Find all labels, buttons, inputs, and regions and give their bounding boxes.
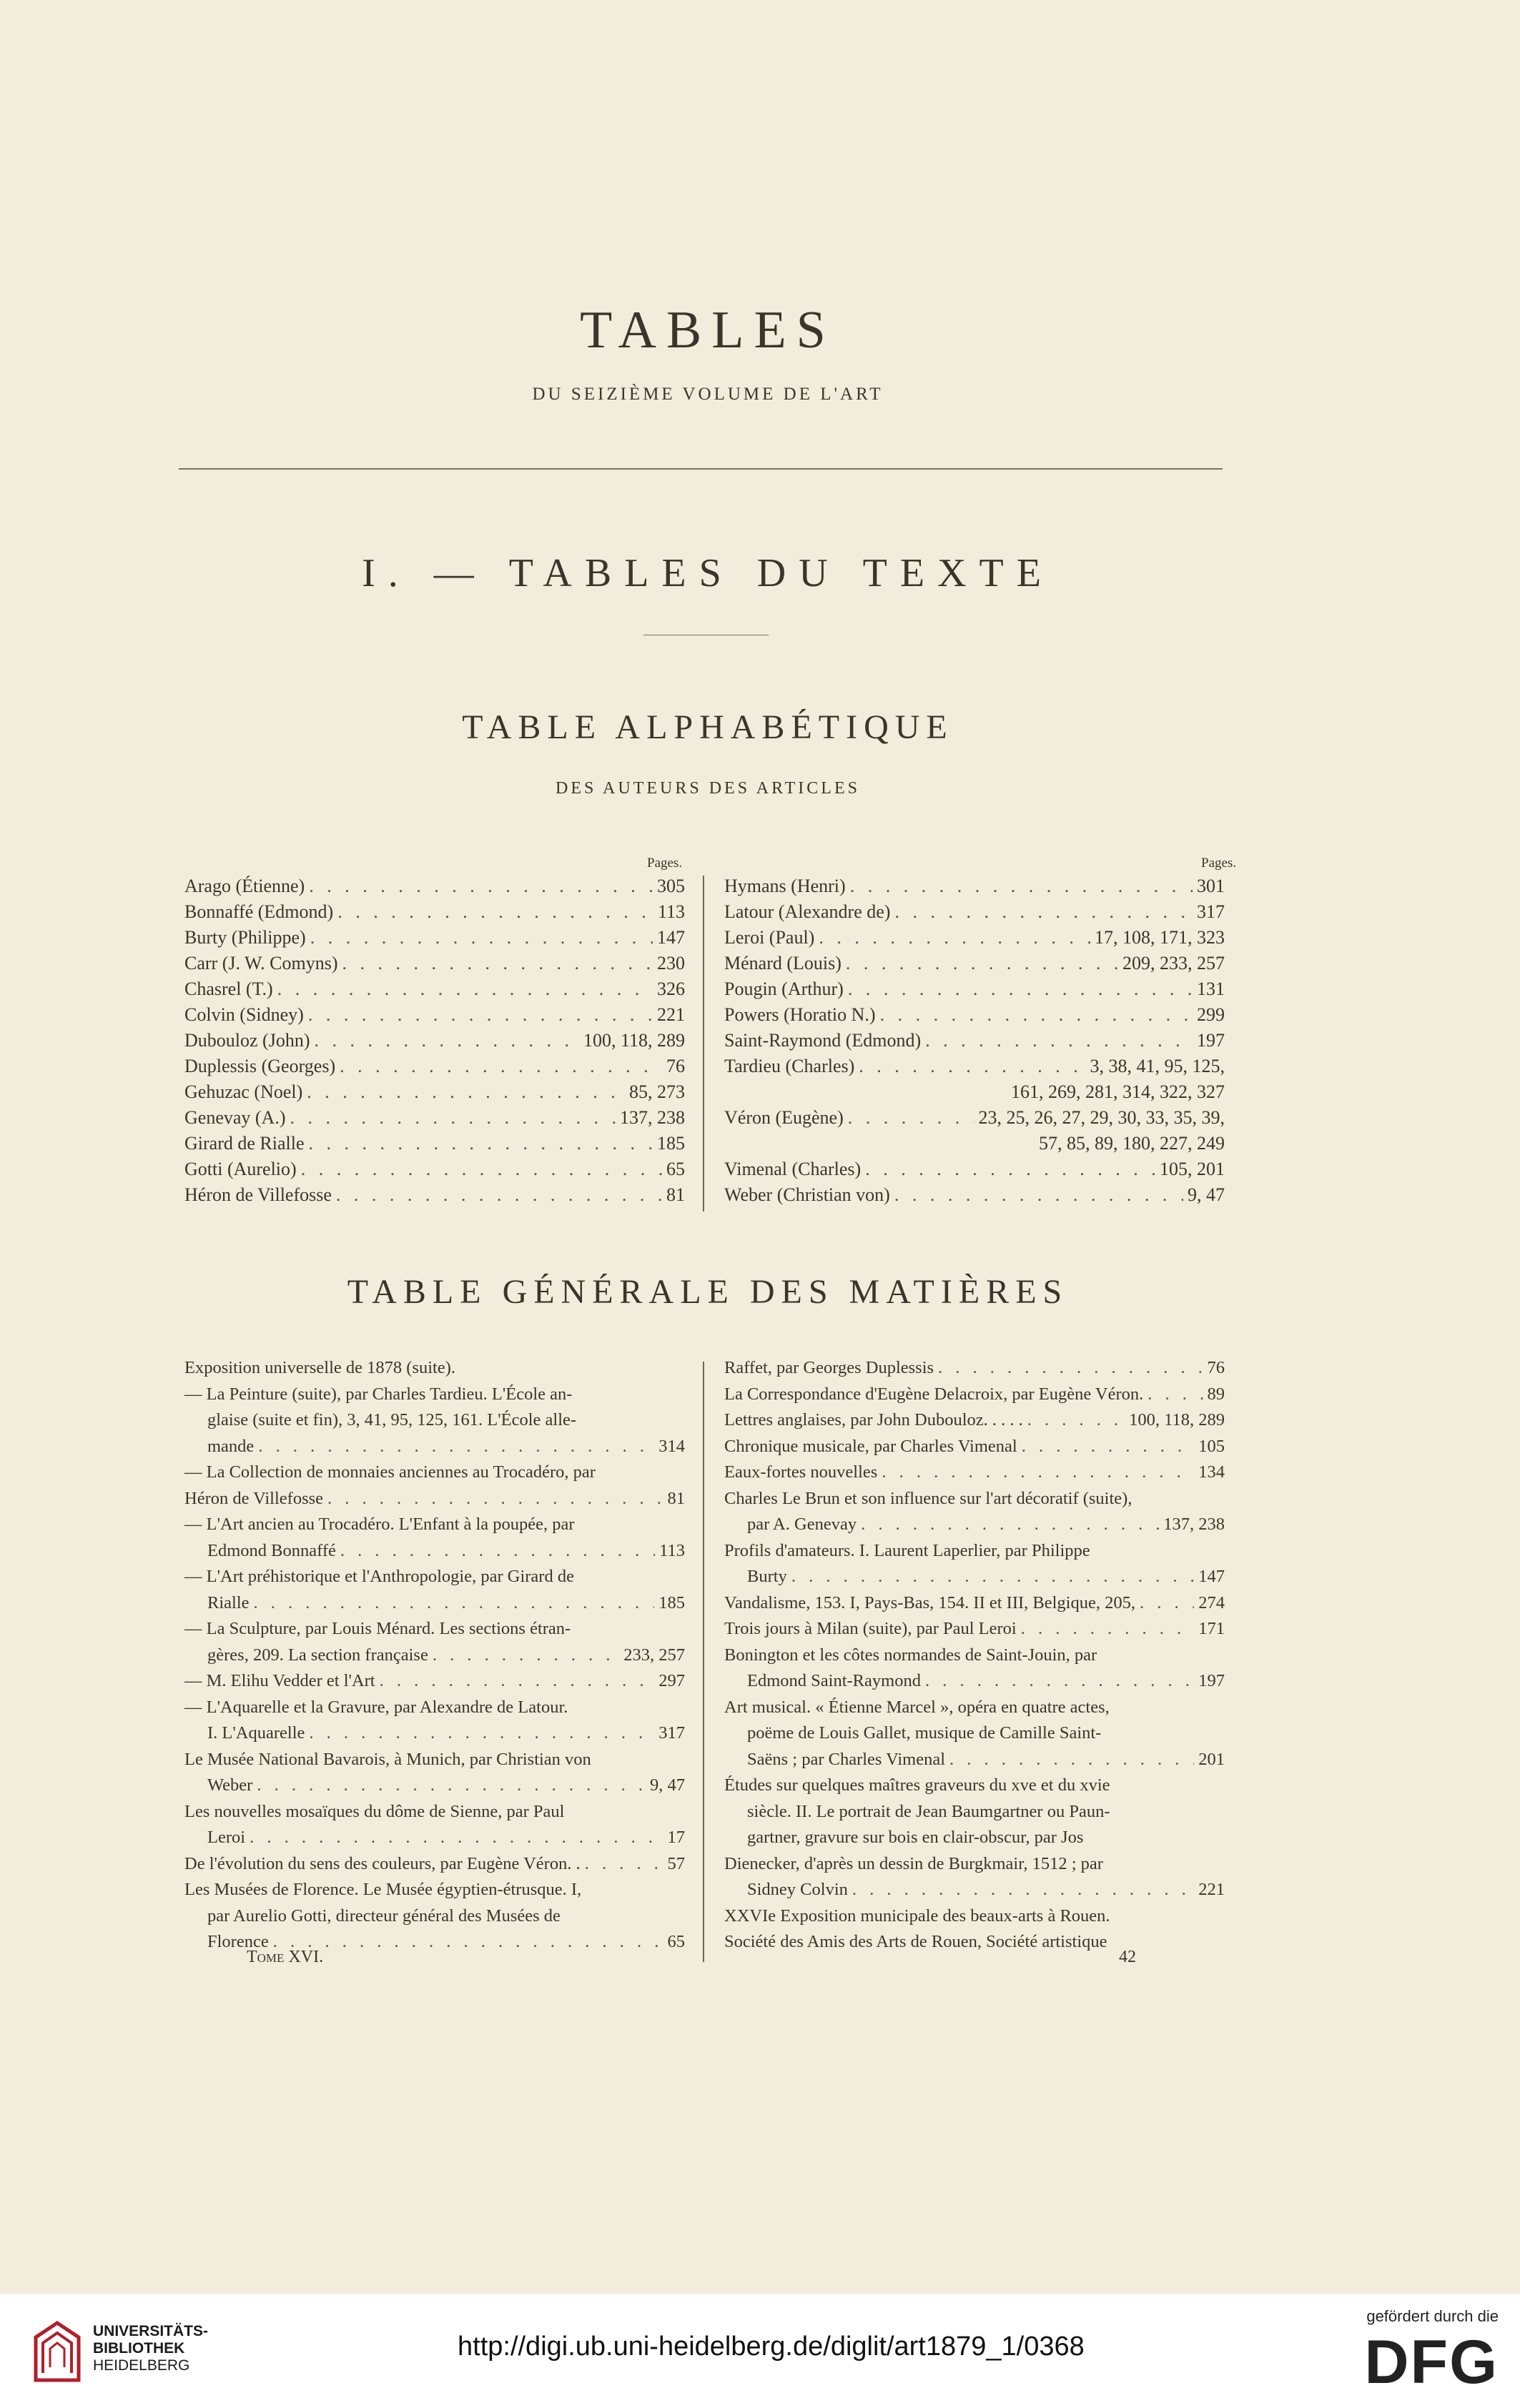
matiere-line [724, 1932, 1225, 1959]
matiere-text: XXVIe Exposition municipale des beaux-arts à Rouen. [724, 1906, 1110, 1926]
leader-dots [340, 1056, 662, 1077]
author-entry [724, 1004, 1225, 1030]
matiere-text: Rialle [207, 1592, 250, 1612]
leader-dots [309, 1133, 653, 1154]
author-name: Latour (Alexandre de) [724, 901, 891, 922]
matiere-text: gères, 209. La section française [207, 1645, 428, 1665]
author-pages: 3, 38, 41, 95, 125, [1090, 1056, 1225, 1076]
matiere-text: mande [207, 1436, 255, 1456]
matiere-pages: 221 [1198, 1880, 1225, 1899]
matiere-pages: 100, 118, 289 [1129, 1410, 1225, 1430]
matiere-line [184, 1437, 685, 1464]
matiere-text: — L'Art ancien au Trocadéro. L'Enfant à la poupée, par [184, 1515, 575, 1534]
author-entry [184, 978, 685, 1004]
matiere-line [724, 1723, 1225, 1750]
leader-dots [309, 1723, 654, 1743]
leader-dots [337, 901, 653, 923]
matiere-line [724, 1567, 1225, 1594]
matiere-text: poëme de Louis Gallet, musique de Camille Saint- [747, 1723, 1102, 1743]
author-entry [184, 1159, 685, 1184]
matiere-pages: 81 [667, 1488, 685, 1508]
leader-dots [1027, 1410, 1125, 1430]
matiere-line [724, 1358, 1225, 1385]
matiere-text: glaise (suite et fin), 3, 41, 95, 125, 161. L'École alle- [207, 1410, 577, 1430]
library-line-1: UNIVERSITÄTS- [93, 2323, 209, 2339]
matiere-text: Bonington et les côtes normandes de Saint-Jouin, par [724, 1645, 1097, 1665]
matiere-pages: 89 [1207, 1384, 1225, 1404]
matiere-text: — La Peinture (suite), par Charles Tardieu. L'École an- [184, 1384, 573, 1404]
author-entry [724, 978, 1225, 1004]
author-pages: 230 [657, 953, 685, 973]
matiere-line [184, 1462, 685, 1490]
author-name: Vimenal (Charles) [724, 1159, 862, 1179]
author-pages: 221 [657, 1004, 685, 1025]
author-pages: 23, 25, 26, 27, 29, 30, 33, 35, 39, [978, 1107, 1225, 1128]
author-entry [724, 953, 1225, 978]
author-name: Arago (Étienne) [184, 876, 305, 896]
leader-dots [273, 1932, 663, 1952]
author-pages: 76 [666, 1056, 685, 1076]
matiere-text: Les nouvelles mosaïques du dôme de Sienne, par Paul [184, 1801, 565, 1821]
leader-dots [258, 1437, 654, 1457]
matiere-text: Edmond Saint-Raymond [747, 1671, 921, 1690]
leader-dots [307, 1081, 625, 1103]
matiere-text: Florence [207, 1932, 269, 1951]
leader-dots [859, 1056, 1085, 1077]
column-divider-2 [703, 1362, 704, 1962]
leader-dots [433, 1645, 619, 1665]
author-name: Dubouloz (John) [184, 1030, 310, 1051]
matiere-pages: 17 [667, 1828, 685, 1847]
bottom-bar [0, 2294, 1520, 2408]
author-pages: 100, 118, 289 [583, 1030, 685, 1051]
author-entry [184, 1004, 685, 1030]
matiere-text: par Aurelio Gotti, directeur général des Musées de [207, 1906, 561, 1926]
leader-dots [861, 1515, 1159, 1535]
author-entry [184, 1081, 685, 1107]
author-entry [184, 1184, 685, 1210]
matiere-line [724, 1410, 1225, 1437]
matieres-left-column [184, 1358, 685, 1987]
leader-dots [1148, 1384, 1203, 1404]
author-entry [184, 1133, 685, 1159]
matiere-text: par A. Genevay [747, 1515, 857, 1534]
page-subtitle: DU SEIZIÈME VOLUME DE L'ART [532, 385, 884, 404]
matiere-pages: 113 [659, 1540, 685, 1560]
matiere-text: Eaux-fortes nouvelles [724, 1462, 878, 1482]
matiere-pages: 197 [1198, 1671, 1225, 1690]
matiere-line [184, 1775, 685, 1803]
matiere-pages: 185 [658, 1592, 685, 1612]
pages-header-left: Pages. [647, 856, 683, 871]
header-rule [179, 468, 1223, 470]
author-entry [184, 953, 685, 978]
matiere-text: Héron de Villefosse [184, 1488, 324, 1508]
matiere-line [724, 1880, 1225, 1907]
author-name: Girard de Rialle [184, 1133, 305, 1154]
leader-dots [880, 1004, 1193, 1026]
library-line-3: HEIDELBERG [93, 2357, 190, 2374]
leader-dots [850, 876, 1193, 897]
author-pages: 137, 238 [620, 1107, 685, 1128]
leader-dots [819, 927, 1090, 948]
author-entry [724, 901, 1225, 927]
author-pages: 317 [1197, 901, 1225, 922]
author-entry [184, 876, 685, 901]
author-name: Hymans (Henri) [724, 876, 846, 896]
author-name: Saint-Raymond (Edmond) [724, 1030, 922, 1051]
leader-dots [309, 876, 653, 897]
leader-dots [308, 1004, 653, 1026]
matiere-line [184, 1384, 685, 1412]
matiere-text: Trois jours à Milan (suite), par Paul Leroi [724, 1619, 1017, 1638]
matiere-pages: 171 [1198, 1619, 1225, 1638]
author-name: Gotti (Aurelio) [184, 1159, 297, 1179]
author-name: Bonnaffé (Edmond) [184, 901, 334, 922]
matiere-line [724, 1775, 1225, 1803]
author-entry [184, 927, 685, 953]
leader-dots [301, 1159, 662, 1180]
leader-dots [949, 1750, 1194, 1770]
matiere-line [184, 1906, 685, 1933]
author-pages: 81 [666, 1184, 685, 1205]
matiere-line [184, 1698, 685, 1725]
leader-dots [894, 901, 1193, 923]
author-name: Powers (Horatio N.) [724, 1004, 876, 1025]
author-name: Duplessis (Georges) [184, 1056, 336, 1076]
matiere-text: gartner, gravure sur bois en clair-obscur, par Jos [747, 1828, 1084, 1847]
alpha-table-subtitle: DES AUTEURS DES ARTICLES [556, 779, 860, 798]
matiere-pages: 233, 257 [623, 1645, 685, 1665]
matiere-text: Saëns ; par Charles Vimenal [747, 1749, 946, 1769]
matiere-line [184, 1410, 685, 1437]
author-pages: 147 [657, 927, 685, 948]
matiere-line [184, 1619, 685, 1646]
matiere-line [184, 1358, 685, 1385]
matiere-text: Les Musées de Florence. Le Musée égyptien-étrusque. I, [184, 1880, 582, 1899]
matiere-pages: 105 [1198, 1436, 1225, 1456]
library-name [93, 2323, 208, 2374]
leader-dots [848, 978, 1193, 1000]
matiere-line [724, 1645, 1225, 1673]
matiere-line [184, 1645, 685, 1673]
matiere-pages: 137, 238 [1163, 1515, 1225, 1534]
matiere-text: — La Sculpture, par Louis Ménard. Les sections étran- [184, 1619, 571, 1638]
matiere-text: siècle. II. Le portrait de Jean Baumgartner ou Paun- [747, 1801, 1110, 1821]
matiere-line [724, 1384, 1225, 1412]
library-logo-icon [29, 2316, 86, 2387]
author-name: Véron (Eugène) [724, 1107, 844, 1128]
author-pages: 301 [1197, 876, 1225, 896]
matiere-text: Dienecker, d'après un dessin de Burgkmair, 1512 ; par [724, 1853, 1103, 1873]
library-line-2: BIBLIOTHEK [93, 2340, 185, 2357]
matiere-line [184, 1723, 685, 1750]
matiere-text: Art musical. « Étienne Marcel », opéra en quatre actes, [724, 1697, 1110, 1717]
leader-dots [848, 1107, 974, 1129]
author-pages: 197 [1197, 1030, 1225, 1051]
leader-dots [250, 1828, 663, 1848]
leader-dots [1021, 1619, 1195, 1639]
matiere-line [184, 1854, 685, 1881]
matiere-text: La Correspondance d'Eugène Delacroix, par Eugène Véron. [724, 1384, 1144, 1404]
leader-dots [846, 953, 1118, 974]
author-name: Weber (Christian von) [724, 1184, 890, 1205]
matiere-text: Lettres anglaises, par John Dubouloz. . . . . [724, 1410, 1023, 1430]
leader-dots [257, 1775, 646, 1795]
matiere-text: Edmond Bonnaffé [207, 1540, 336, 1560]
author-pages: 85, 273 [629, 1081, 685, 1102]
leader-dots [340, 1541, 655, 1561]
leader-dots [336, 1184, 662, 1206]
matiere-line [724, 1802, 1225, 1829]
matiere-line [724, 1698, 1225, 1725]
author-name: Gehuzac (Noel) [184, 1081, 303, 1102]
matiere-pages: 76 [1207, 1358, 1225, 1377]
leader-dots [938, 1358, 1203, 1378]
author-pages: 326 [657, 978, 685, 999]
leader-dots [925, 1030, 1193, 1051]
matiere-text: I. L'Aquarelle [207, 1723, 305, 1743]
matiere-text: Charles Le Brun et son influence sur l'art décoratif (suite), [724, 1488, 1132, 1508]
leader-dots [380, 1671, 655, 1691]
matiere-text: — L'Aquarelle et la Gravure, par Alexandre de Latour. [184, 1697, 568, 1717]
author-entry [724, 1056, 1225, 1081]
matiere-text: Profils d'amateurs. I. Laurent Laperlier, par Philippe [724, 1540, 1090, 1560]
column-divider [703, 876, 704, 1212]
matiere-line [724, 1854, 1225, 1881]
matiere-line [724, 1593, 1225, 1620]
leader-dots [310, 927, 653, 948]
author-pages: 209, 233, 257 [1122, 953, 1225, 973]
leader-dots [865, 1159, 1155, 1180]
matiere-line [724, 1541, 1225, 1568]
author-entry [724, 1030, 1225, 1056]
author-name: Leroi (Paul) [724, 927, 815, 948]
matiere-line [184, 1593, 685, 1620]
author-name: Colvin (Sidney) [184, 1004, 304, 1025]
matieres-table-title: TABLE GÉNÉRALE DES MATIÈRES [347, 1273, 1069, 1311]
leader-dots [1022, 1437, 1195, 1457]
author-name: Chasrel (T.) [184, 978, 273, 999]
author-name: Pougin (Arthur) [724, 978, 844, 999]
author-pages: 17, 108, 171, 323 [1095, 927, 1225, 948]
matiere-text: Sidney Colvin [747, 1880, 848, 1899]
matiere-line [724, 1462, 1225, 1490]
author-name: Genevay (A.) [184, 1107, 286, 1128]
matiere-pages: 9, 47 [650, 1775, 685, 1795]
matiere-text: Le Musée National Bavarois, à Munich, par Christian von [184, 1749, 591, 1769]
dfg-logo: DFG [1364, 2328, 1499, 2397]
authors-left-column [184, 876, 685, 1219]
leader-dots [925, 1671, 1194, 1691]
author-pages: 65 [666, 1159, 685, 1179]
author-entry [724, 1184, 1225, 1210]
section-title: I. — TABLES DU TEXTE [362, 551, 1054, 595]
author-pages-continued: 57, 85, 89, 180, 227, 249 [1039, 1133, 1225, 1154]
matiere-text: — M. Elihu Vedder et l'Art [184, 1671, 375, 1690]
author-name: Carr (J. W. Comyns) [184, 953, 338, 973]
funded-by-label: gefördert durch die [1366, 2307, 1499, 2325]
author-name: Burty (Philippe) [184, 927, 306, 948]
matiere-text: Leroi [207, 1828, 246, 1847]
author-entry [184, 901, 685, 927]
matiere-line [724, 1515, 1225, 1542]
matiere-line [184, 1750, 685, 1777]
leader-dots [327, 1489, 663, 1509]
leader-dots [254, 1593, 655, 1613]
author-pages: 305 [657, 876, 685, 896]
author-pages-continued: 161, 269, 281, 314, 322, 327 [1011, 1081, 1225, 1102]
matiere-text: — La Collection de monnaies anciennes au Trocadéro, par [184, 1462, 596, 1482]
matiere-pages: 65 [667, 1932, 685, 1951]
sheet-number: 42 [1119, 1948, 1136, 1966]
matiere-text: Études sur quelques maîtres graveurs du xve et du xvie [724, 1775, 1110, 1795]
matiere-line [184, 1541, 685, 1568]
matiere-line [184, 1880, 685, 1907]
alpha-table-title: TABLE ALPHABÉTIQUE [462, 708, 954, 746]
leader-dots [882, 1462, 1194, 1482]
matiere-line [184, 1489, 685, 1516]
author-entry [724, 1107, 1225, 1133]
matiere-pages: 134 [1198, 1462, 1225, 1482]
author-name: Tardieu (Charles) [724, 1056, 855, 1076]
matiere-line [724, 1906, 1225, 1933]
author-pages: 131 [1197, 978, 1225, 999]
author-pages: 9, 47 [1188, 1184, 1225, 1205]
matiere-text: De l'évolution du sens des couleurs, par Eugène Véron. . [184, 1853, 581, 1873]
leader-dots [894, 1184, 1183, 1206]
matiere-line [184, 1671, 685, 1698]
matiere-line [724, 1750, 1225, 1777]
author-pages: 113 [657, 901, 685, 922]
matiere-pages: 274 [1198, 1592, 1225, 1612]
matiere-line [184, 1828, 685, 1855]
matieres-right-column [724, 1358, 1225, 1987]
leader-dots [277, 978, 653, 1000]
matiere-text: Weber [207, 1775, 253, 1795]
author-entry [184, 1056, 685, 1081]
leader-dots [1140, 1593, 1194, 1613]
leader-dots [290, 1107, 616, 1129]
matiere-line [724, 1828, 1225, 1855]
matiere-line [724, 1671, 1225, 1698]
author-name: Ménard (Louis) [724, 953, 842, 973]
matiere-pages: 57 [667, 1853, 685, 1873]
author-entry [184, 1107, 685, 1133]
matiere-pages: 297 [658, 1671, 685, 1690]
matiere-line [724, 1489, 1225, 1516]
author-entry [184, 1030, 685, 1056]
author-name: Héron de Villefosse [184, 1184, 332, 1205]
matiere-line [184, 1802, 685, 1829]
permalink-url[interactable]: http://digi.ub.uni-heidelberg.de/diglit/art1879_1/0368 [458, 2332, 1085, 2362]
matiere-line [184, 1567, 685, 1594]
matiere-pages: 314 [658, 1436, 685, 1456]
tome-label: Tome XVI. [247, 1948, 324, 1966]
matiere-text: Exposition universelle de 1878 (suite). [184, 1358, 455, 1377]
matiere-line [724, 1619, 1225, 1646]
page-title: TABLES [580, 301, 836, 360]
matiere-text: Société des Amis des Arts de Rouen, Société artistique [724, 1932, 1107, 1951]
author-pages: 185 [657, 1133, 685, 1154]
author-pages: 105, 201 [1160, 1159, 1225, 1179]
leader-dots [791, 1567, 1194, 1587]
matiere-pages: 147 [1198, 1567, 1225, 1586]
matiere-text: Raffet, par Georges Duplessis [724, 1358, 934, 1377]
leader-dots [314, 1030, 578, 1051]
authors-right-column [724, 876, 1225, 1219]
leader-dots [342, 953, 653, 974]
matiere-text: Burty [747, 1567, 787, 1586]
matiere-line [724, 1437, 1225, 1464]
author-entry [724, 1159, 1225, 1184]
leader-dots [585, 1854, 663, 1874]
author-entry [724, 927, 1225, 953]
matiere-text: Chronique musicale, par Charles Vimenal [724, 1436, 1017, 1456]
matiere-line [184, 1515, 685, 1542]
matiere-pages: 317 [658, 1723, 685, 1743]
pages-header-right: Pages. [1201, 856, 1237, 871]
leader-dots [852, 1880, 1194, 1900]
matiere-text: — L'Art préhistorique et l'Anthropologie, par Girard de [184, 1567, 574, 1586]
author-entry [724, 876, 1225, 901]
matiere-pages: 201 [1198, 1749, 1225, 1769]
author-pages: 299 [1197, 1004, 1225, 1025]
matiere-text: Vandalisme, 153. I, Pays-Bas, 154. II et III, Belgique, 205, [724, 1592, 1135, 1612]
